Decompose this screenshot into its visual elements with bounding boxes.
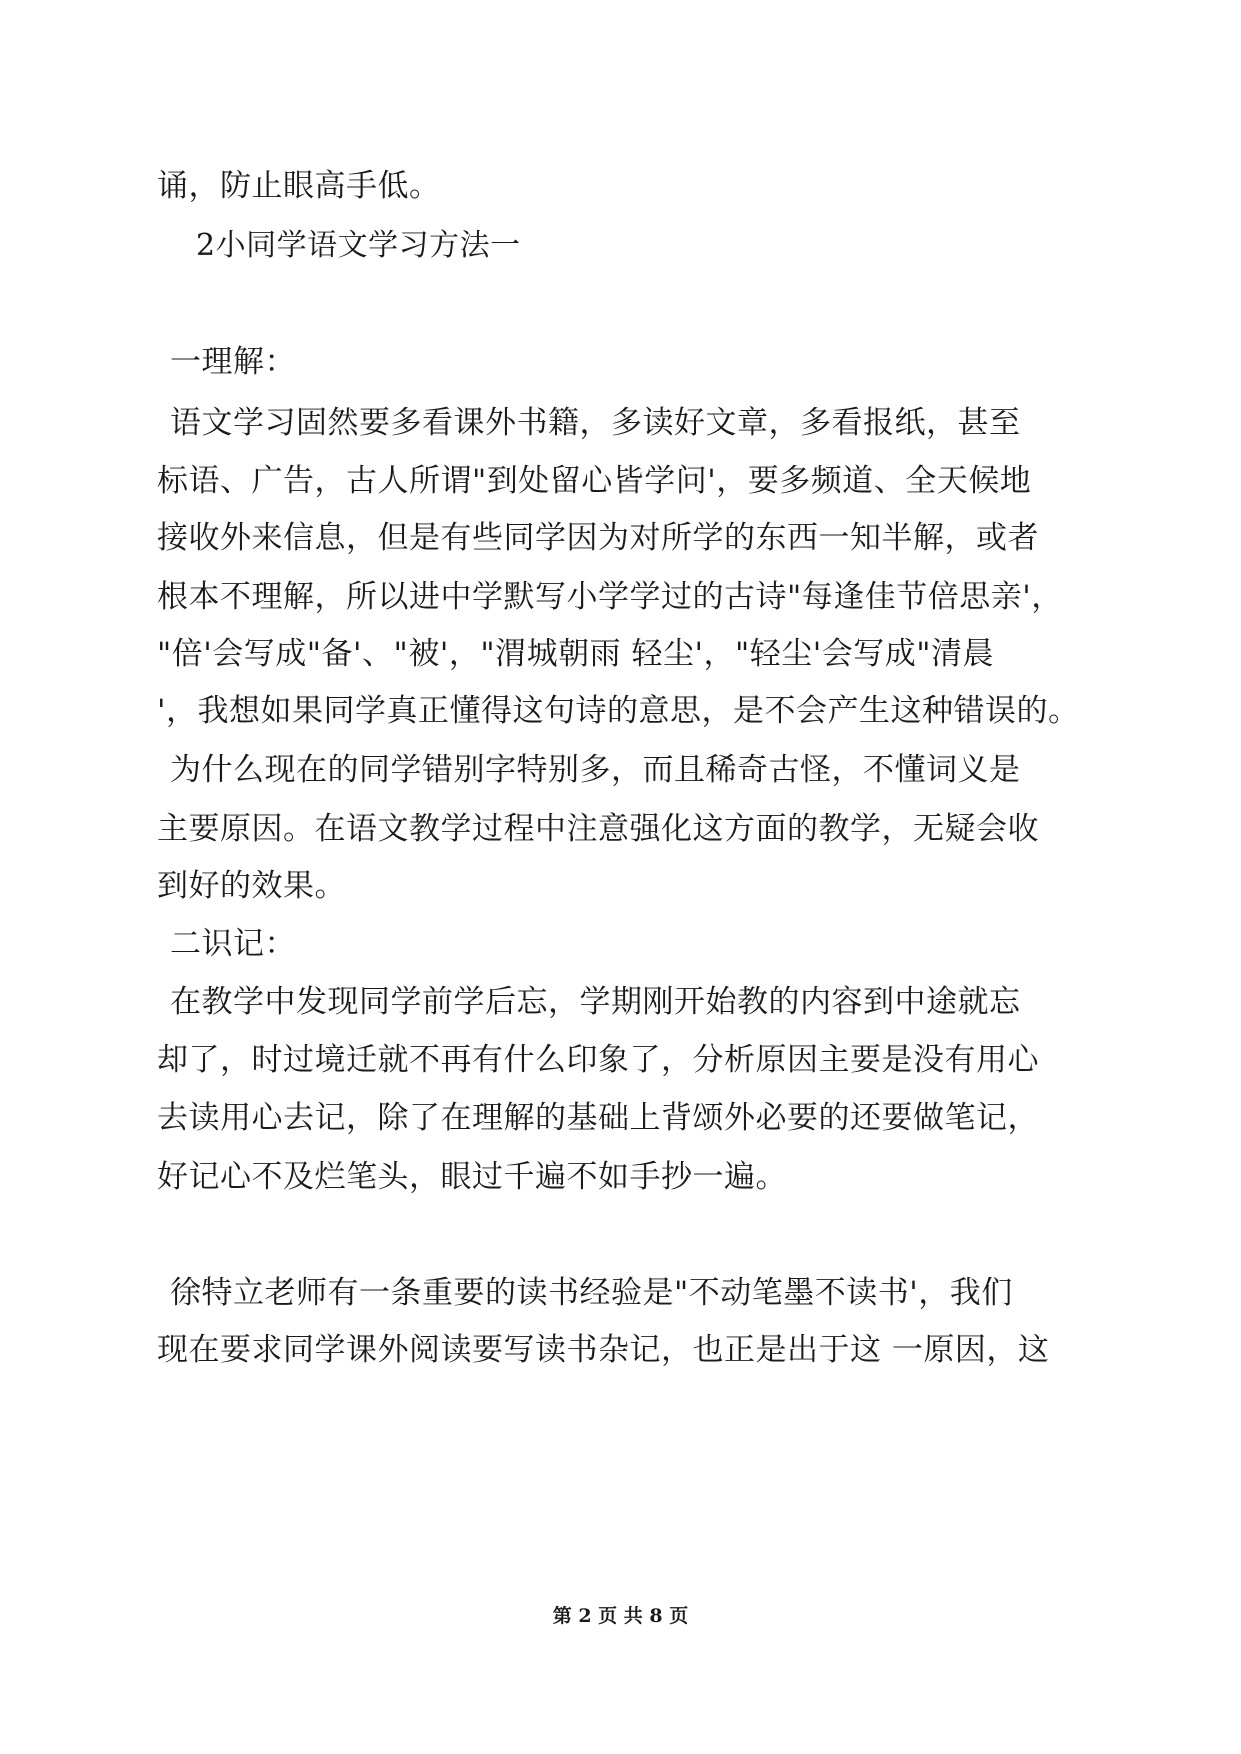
subsection-heading: 二识记： (170, 926, 296, 962)
section-heading: 2小同学语文学习方法一 (196, 228, 521, 263)
paragraph-line: 现在要求同学课外阅读要写读书杂记，也正是出于这 一原因，这 (157, 1332, 1050, 1368)
paragraph-line: 到好的效果。 (157, 868, 346, 904)
paragraph-line: 为什么现在的同学错别字特别多，而且稀奇古怪，不懂词义是 (170, 752, 1021, 788)
paragraph-line: 主要原因。在语文教学过程中注意强化这方面的教学，无疑会收 (157, 811, 1039, 847)
paragraph-line: 诵，防止眼高手低。 (157, 168, 441, 204)
subsection-heading: 一理解： (170, 344, 296, 380)
paragraph-line: '，我想如果同学真正懂得这句诗的意思，是不会产生这种错误的。 (157, 693, 1080, 729)
paragraph-line: 根本不理解，所以进中学默写小学学过的古诗"每逢佳节倍思亲'， (157, 579, 1063, 615)
paragraph-line: 却了，时过境迁就不再有什么印象了，分析原因主要是没有用心 (157, 1042, 1039, 1078)
paragraph-line: 接收外来信息，但是有些同学因为对所学的东西一知半解，或者 (157, 520, 1039, 556)
paragraph-line: 标语、广告，古人所谓"到处留心皆学问'，要多频道、全天候地 (157, 463, 1032, 499)
paragraph-line: 在教学中发现同学前学后忘，学期刚开始教的内容到中途就忘 (170, 984, 1021, 1020)
paragraph-line: 语文学习固然要多看课外书籍，多读好文章，多看报纸，甚至 (170, 405, 1021, 441)
paragraph-line: 徐特立老师有一条重要的读书经验是"不动笔墨不读书'，我们 (170, 1275, 1013, 1311)
page-footer: 第 2 页 共 8 页 (552, 1605, 689, 1627)
paragraph-line: 好记心不及烂笔头，眼过千遍不如手抄一遍。 (157, 1159, 787, 1195)
paragraph-line: 去读用心去记，除了在理解的基础上背颂外必要的还要做笔记， (157, 1100, 1039, 1136)
paragraph-line: "倍'会写成"备'、"被'，"渭城朝雨 轻尘'，"轻尘'会写成"清晨 (157, 636, 995, 672)
